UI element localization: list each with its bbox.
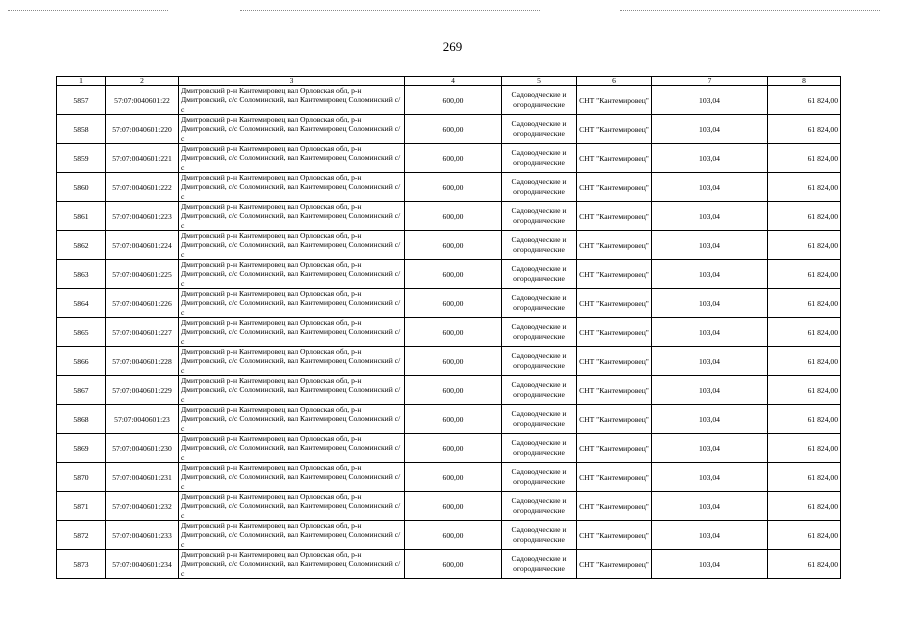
row-number-cell: 5866 (57, 347, 106, 376)
land-use-cell: Садоводческие и огороднические (502, 405, 577, 434)
land-use-cell: Садоводческие и огороднические (502, 86, 577, 115)
cadastral-number-cell: 57:07:0040601:224 (106, 231, 179, 260)
unit-price-cell: 103,04 (652, 463, 768, 492)
area-cell: 600,00 (405, 86, 502, 115)
land-use-cell: Садоводческие и огороднические (502, 550, 577, 579)
table-row (57, 492, 841, 521)
row-number-cell: 5863 (57, 260, 106, 289)
row-number-cell: 5865 (57, 318, 106, 347)
owner-cell: СНТ "Кантемировец" (577, 521, 652, 550)
row-number-cell: 5873 (57, 550, 106, 579)
cadastral-value-cell: 61 824,00 (768, 347, 841, 376)
land-use-cell: Садоводческие и огороднические (502, 115, 577, 144)
address-cell: Дмитровский р-н Кантемировец вал Орловская обл, р-н Дмитровский, с/с Соломинский, вал Кантемировец Соломинский с/с (179, 144, 405, 173)
table-row (57, 144, 841, 173)
row-number-cell: 5857 (57, 86, 106, 115)
cadastral-value-cell: 61 824,00 (768, 260, 841, 289)
owner-cell: СНТ "Кантемировец" (577, 231, 652, 260)
land-use-cell: Садоводческие и огороднические (502, 260, 577, 289)
area-cell: 600,00 (405, 463, 502, 492)
cadastral-value-cell: 61 824,00 (768, 318, 841, 347)
unit-price-cell: 103,04 (652, 115, 768, 144)
cadastral-number-cell: 57:07:0040601:230 (106, 434, 179, 463)
owner-cell: СНТ "Кантемировец" (577, 86, 652, 115)
area-cell: 600,00 (405, 115, 502, 144)
area-cell: 600,00 (405, 173, 502, 202)
cadastral-number-cell: 57:07:0040601:225 (106, 260, 179, 289)
cadastral-value-cell: 61 824,00 (768, 492, 841, 521)
land-use-cell: Садоводческие и огороднические (502, 492, 577, 521)
owner-cell: СНТ "Кантемировец" (577, 405, 652, 434)
row-number-cell: 5867 (57, 376, 106, 405)
owner-cell: СНТ "Кантемировец" (577, 463, 652, 492)
area-cell: 600,00 (405, 289, 502, 318)
scan-artifact-left (8, 10, 168, 14)
table-row (57, 550, 841, 579)
area-cell: 600,00 (405, 550, 502, 579)
cadastral-number-cell: 57:07:0040601:223 (106, 202, 179, 231)
land-plot-table (56, 76, 841, 579)
land-use-cell: Садоводческие и огороднические (502, 376, 577, 405)
table-row (57, 289, 841, 318)
column-number-row (57, 77, 841, 86)
cadastral-value-cell: 61 824,00 (768, 115, 841, 144)
unit-price-cell: 103,04 (652, 434, 768, 463)
address-cell: Дмитровский р-н Кантемировец вал Орловская обл, р-н Дмитровский, с/с Соломинский, вал Кантемировец Соломинский с/с (179, 115, 405, 144)
land-use-cell: Садоводческие и огороднические (502, 144, 577, 173)
column-header: 3 (179, 77, 405, 86)
owner-cell: СНТ "Кантемировец" (577, 492, 652, 521)
unit-price-cell: 103,04 (652, 347, 768, 376)
unit-price-cell: 103,04 (652, 492, 768, 521)
owner-cell: СНТ "Кантемировец" (577, 347, 652, 376)
cadastral-value-cell: 61 824,00 (768, 231, 841, 260)
cadastral-number-cell: 57:07:0040601:228 (106, 347, 179, 376)
table-row (57, 521, 841, 550)
column-header: 8 (768, 77, 841, 86)
owner-cell: СНТ "Кантемировец" (577, 376, 652, 405)
area-cell: 600,00 (405, 347, 502, 376)
table-row (57, 463, 841, 492)
land-use-cell: Садоводческие и огороднические (502, 463, 577, 492)
owner-cell: СНТ "Кантемировец" (577, 260, 652, 289)
owner-cell: СНТ "Кантемировец" (577, 550, 652, 579)
unit-price-cell: 103,04 (652, 318, 768, 347)
address-cell: Дмитровский р-н Кантемировец вал Орловская обл, р-н Дмитровский, с/с Соломинский, вал Кантемировец Соломинский с/с (179, 202, 405, 231)
owner-cell: СНТ "Кантемировец" (577, 144, 652, 173)
row-number-cell: 5871 (57, 492, 106, 521)
area-cell: 600,00 (405, 434, 502, 463)
address-cell: Дмитровский р-н Кантемировец вал Орловская обл, р-н Дмитровский, с/с Соломинский, вал Кантемировец Соломинский с/с (179, 289, 405, 318)
cadastral-value-cell: 61 824,00 (768, 463, 841, 492)
area-cell: 600,00 (405, 202, 502, 231)
table-row (57, 318, 841, 347)
area-cell: 600,00 (405, 144, 502, 173)
row-number-cell: 5859 (57, 144, 106, 173)
address-cell: Дмитровский р-н Кантемировец вал Орловская обл, р-н Дмитровский, с/с Соломинский, вал Кантемировец Соломинский с/с (179, 347, 405, 376)
address-cell: Дмитровский р-н Кантемировец вал Орловская обл, р-н Дмитровский, с/с Соломинский, вал Кантемировец Соломинский с/с (179, 434, 405, 463)
unit-price-cell: 103,04 (652, 202, 768, 231)
cadastral-number-cell: 57:07:0040601:23 (106, 405, 179, 434)
cadastral-number-cell: 57:07:0040601:226 (106, 289, 179, 318)
table-row (57, 347, 841, 376)
cadastral-number-cell: 57:07:0040601:222 (106, 173, 179, 202)
unit-price-cell: 103,04 (652, 173, 768, 202)
area-cell: 600,00 (405, 260, 502, 289)
unit-price-cell: 103,04 (652, 521, 768, 550)
area-cell: 600,00 (405, 318, 502, 347)
area-cell: 600,00 (405, 405, 502, 434)
table-row (57, 202, 841, 231)
land-use-cell: Садоводческие и огороднические (502, 231, 577, 260)
cadastral-value-cell: 61 824,00 (768, 173, 841, 202)
unit-price-cell: 103,04 (652, 405, 768, 434)
cadastral-value-cell: 61 824,00 (768, 434, 841, 463)
table-row (57, 405, 841, 434)
row-number-cell: 5868 (57, 405, 106, 434)
unit-price-cell: 103,04 (652, 144, 768, 173)
row-number-cell: 5869 (57, 434, 106, 463)
address-cell: Дмитровский р-н Кантемировец вал Орловская обл, р-н Дмитровский, с/с Соломинский, вал Кантемировец Соломинский с/с (179, 521, 405, 550)
column-header: 1 (57, 77, 106, 86)
unit-price-cell: 103,04 (652, 86, 768, 115)
cadastral-value-cell: 61 824,00 (768, 202, 841, 231)
land-use-cell: Садоводческие и огороднические (502, 521, 577, 550)
address-cell: Дмитровский р-н Кантемировец вал Орловская обл, р-н Дмитровский, с/с Соломинский, вал Кантемировец Соломинский с/с (179, 260, 405, 289)
row-number-cell: 5864 (57, 289, 106, 318)
area-cell: 600,00 (405, 492, 502, 521)
row-number-cell: 5858 (57, 115, 106, 144)
scan-artifact-right (620, 10, 880, 14)
land-use-cell: Садоводческие и огороднические (502, 318, 577, 347)
column-header: 7 (652, 77, 768, 86)
cadastral-number-cell: 57:07:0040601:22 (106, 86, 179, 115)
column-header: 2 (106, 77, 179, 86)
owner-cell: СНТ "Кантемировец" (577, 202, 652, 231)
table-row (57, 86, 841, 115)
owner-cell: СНТ "Кантемировец" (577, 289, 652, 318)
land-use-cell: Садоводческие и огороднические (502, 173, 577, 202)
table-row (57, 173, 841, 202)
cadastral-number-cell: 57:07:0040601:233 (106, 521, 179, 550)
address-cell: Дмитровский р-н Кантемировец вал Орловская обл, р-н Дмитровский, с/с Соломинский, вал Кантемировец Соломинский с/с (179, 86, 405, 115)
area-cell: 600,00 (405, 376, 502, 405)
cadastral-value-cell: 61 824,00 (768, 376, 841, 405)
address-cell: Дмитровский р-н Кантемировец вал Орловская обл, р-н Дмитровский, с/с Соломинский, вал Кантемировец Соломинский с/с (179, 173, 405, 202)
cadastral-value-cell: 61 824,00 (768, 144, 841, 173)
address-cell: Дмитровский р-н Кантемировец вал Орловская обл, р-н Дмитровский, с/с Соломинский, вал Кантемировец Соломинский с/с (179, 318, 405, 347)
unit-price-cell: 103,04 (652, 550, 768, 579)
land-use-cell: Садоводческие и огороднические (502, 202, 577, 231)
cadastral-number-cell: 57:07:0040601:234 (106, 550, 179, 579)
table-row (57, 115, 841, 144)
cadastral-number-cell: 57:07:0040601:227 (106, 318, 179, 347)
table-row (57, 231, 841, 260)
table-body (57, 86, 841, 579)
unit-price-cell: 103,04 (652, 260, 768, 289)
cadastral-number-cell: 57:07:0040601:231 (106, 463, 179, 492)
address-cell: Дмитровский р-н Кантемировец вал Орловская обл, р-н Дмитровский, с/с Соломинский, вал Кантемировец Соломинский с/с (179, 463, 405, 492)
cadastral-number-cell: 57:07:0040601:220 (106, 115, 179, 144)
unit-price-cell: 103,04 (652, 231, 768, 260)
cadastral-value-cell: 61 824,00 (768, 550, 841, 579)
address-cell: Дмитровский р-н Кантемировец вал Орловская обл, р-н Дмитровский, с/с Соломинский, вал Кантемировец Соломинский с/с (179, 405, 405, 434)
owner-cell: СНТ "Кантемировец" (577, 115, 652, 144)
cadastral-value-cell: 61 824,00 (768, 289, 841, 318)
unit-price-cell: 103,04 (652, 376, 768, 405)
cadastral-number-cell: 57:07:0040601:229 (106, 376, 179, 405)
page-number: 269 (442, 39, 463, 54)
column-header: 6 (577, 77, 652, 86)
land-use-cell: Садоводческие и огороднические (502, 434, 577, 463)
address-cell: Дмитровский р-н Кантемировец вал Орловская обл, р-н Дмитровский, с/с Соломинский, вал Кантемировец Соломинский с/с (179, 376, 405, 405)
table-row (57, 260, 841, 289)
unit-price-cell: 103,04 (652, 289, 768, 318)
land-use-cell: Садоводческие и огороднические (502, 289, 577, 318)
row-number-cell: 5870 (57, 463, 106, 492)
column-header: 4 (405, 77, 502, 86)
row-number-cell: 5862 (57, 231, 106, 260)
land-use-cell: Садоводческие и огороднические (502, 347, 577, 376)
owner-cell: СНТ "Кантемировец" (577, 434, 652, 463)
column-header: 5 (502, 77, 577, 86)
row-number-cell: 5860 (57, 173, 106, 202)
cadastral-number-cell: 57:07:0040601:221 (106, 144, 179, 173)
cadastral-number-cell: 57:07:0040601:232 (106, 492, 179, 521)
table-row (57, 376, 841, 405)
cadastral-value-cell: 61 824,00 (768, 405, 841, 434)
cadastral-value-cell: 61 824,00 (768, 86, 841, 115)
address-cell: Дмитровский р-н Кантемировец вал Орловская обл, р-н Дмитровский, с/с Соломинский, вал Кантемировец Соломинский с/с (179, 550, 405, 579)
scan-artifact-center (240, 10, 540, 14)
cadastral-value-cell: 61 824,00 (768, 521, 841, 550)
row-number-cell: 5872 (57, 521, 106, 550)
table-row (57, 434, 841, 463)
row-number-cell: 5861 (57, 202, 106, 231)
owner-cell: СНТ "Кантемировец" (577, 173, 652, 202)
address-cell: Дмитровский р-н Кантемировец вал Орловская обл, р-н Дмитровский, с/с Соломинский, вал Кантемировец Соломинский с/с (179, 492, 405, 521)
owner-cell: СНТ "Кантемировец" (577, 318, 652, 347)
area-cell: 600,00 (405, 521, 502, 550)
address-cell: Дмитровский р-н Кантемировец вал Орловская обл, р-н Дмитровский, с/с Соломинский, вал Кантемировец Соломинский с/с (179, 231, 405, 260)
area-cell: 600,00 (405, 231, 502, 260)
